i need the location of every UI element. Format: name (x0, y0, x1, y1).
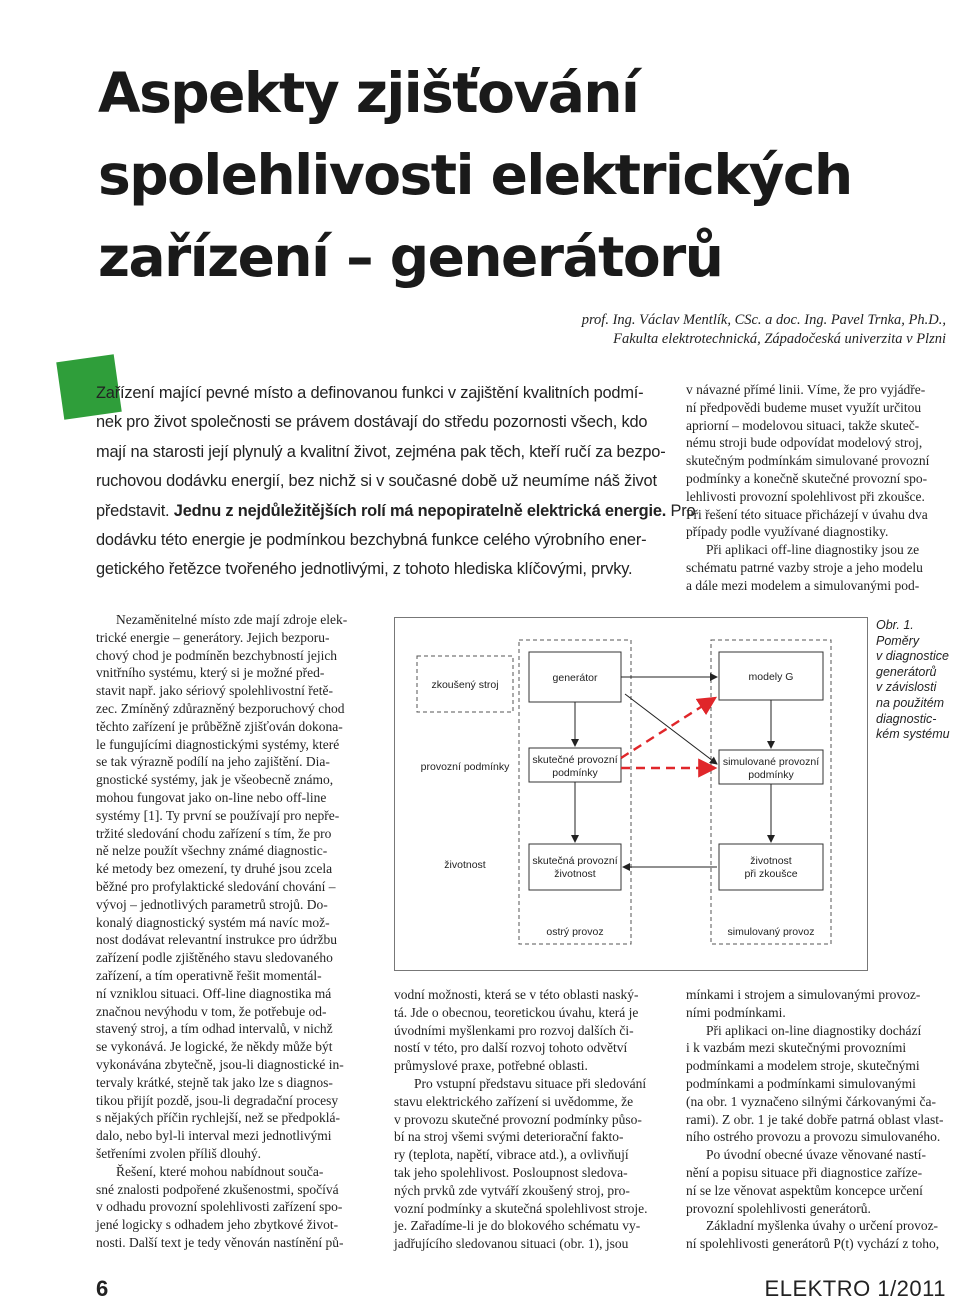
label-skutecna-zivotnost-2: životnost (554, 868, 596, 880)
text-line: ní spolehlivosti generátorů P(t) vychází z toho, (686, 1236, 940, 1252)
diagram-svg (395, 618, 867, 970)
text-line: Pro vstupní představu situace při sledování (414, 1075, 647, 1091)
text-line: podmínky a konečně skutečné provozní spo- (686, 470, 928, 486)
text-line: v odhadu provozní spolehlivosti zařízení spo- (96, 1199, 343, 1215)
text-line: s nějakých příčin rychlejší, než se předpoklá- (96, 1110, 341, 1126)
text-line: vodní možnosti, která se v této oblasti naský- (394, 987, 639, 1002)
caption-line: Obr. 1. (876, 618, 914, 632)
text-line: Řešení, které mohou nabídnout souča- (116, 1163, 324, 1179)
label-zivotnost-pri-zkousce-1: životnost (750, 855, 792, 867)
text-line: se vykonává. Je logické, že někdy může být (96, 1039, 333, 1055)
label-simulovane-podminky-2: podmínky (748, 769, 794, 781)
text-line: je. Zařadíme-li je do blokového schématu vy- (394, 1218, 641, 1234)
text-line: šetřeními zvolen příliš dlouhý. (96, 1145, 261, 1161)
text-line: i k vazbám mezi skutečnými provozními (686, 1040, 907, 1056)
text-line: lehlivosti provozní spolehlivost při zkoušce. (686, 488, 925, 504)
caption-line: v závislosti (876, 680, 937, 695)
label-skutecna-zivotnost-1: skutečná provozní (532, 855, 618, 867)
text-line: Při řešení této situace přicházejí v úvahu dva (686, 506, 928, 522)
text-line: běžné pro profylaktické sledování chování – (96, 878, 336, 894)
caption-line: v diagnostice (876, 649, 949, 664)
box-zivotnost-pri-zkousce (719, 844, 823, 890)
text-line: apriorní – modelovou situaci, takže skuteč- (686, 417, 920, 433)
text-line: vykonávána zbytečně, jsou-li diagnostické in- (96, 1056, 344, 1072)
label-simulovane-podminky-1: simulované provozní (722, 756, 820, 768)
text-line: rami). Z obr. 1 je také dobře patrná oblast vlast- (686, 1111, 944, 1127)
text-line: úvodními myšlenkami pro rozvoj dalších či- (394, 1022, 634, 1038)
label-ostry-provoz: ostrý provoz (546, 926, 604, 938)
abstract-text: Pro (666, 501, 696, 520)
label-zivotnost-pri-zkousce-2: při zkoušce (744, 868, 798, 880)
text-line: podmínkami a podmínkami simulovanými (686, 1075, 916, 1091)
text-line: Nezaměnitelné místo zde mají zdroje elek- (116, 612, 348, 627)
title-line-3: zařízení – generátorů (98, 225, 723, 289)
text-line: tervaly krátké, stejně tak jako lze s diagnos- (96, 1074, 333, 1090)
text-line: mohou fungovat jako on-line nebo off-line (96, 789, 327, 805)
body-column-right-top (686, 381, 954, 595)
label-simulovany-provoz: simulovaný provoz (727, 926, 815, 938)
text-line: Základní myšlenka úvahy o určení provoz- (706, 1218, 939, 1234)
abstract-line: dodávku této energie je podmínkou bezchybná funkce celého výrobního ener- (96, 531, 647, 550)
text-line: těchto zařízení je průběžně zjišťován dokona- (96, 718, 343, 734)
text-line: tak jeho spolehlivost. Posloupnost sledova- (394, 1164, 628, 1180)
caption-line: Poměry (876, 633, 920, 648)
authors-affiliation: Fakulta elektrotechnická, Západočeská univerzita v Plzni (613, 331, 946, 347)
abstract-line: nek pro život společnosti se právem dostávají do středu pozornosti všech, kdo (96, 413, 648, 432)
text-line: případy podle využívané diagnostiky. (686, 524, 889, 540)
text-line: nému stroji bude odpovídat modelový stroj, (686, 435, 923, 451)
text-line: ných prvků zde vytváří zkoušený stroj, pro- (394, 1182, 630, 1198)
text-line: ry (teplota, napětí, vibrace atd.), a ovlivňují (394, 1147, 629, 1163)
dashed-arrow-real-conditions-to-models (621, 698, 715, 758)
text-line: nosti. Další text je tedy věnován nastínění pů- (96, 1234, 344, 1250)
text-line: mínkami i strojem a simulovanými provoz- (686, 987, 921, 1002)
caption-line: na použitém (876, 695, 945, 710)
text-line: sné znalosti podpořené zkušenostmi, spočívá (96, 1181, 339, 1197)
authors-names: prof. Ing. Václav Mentlík, CSc. a doc. Ing. Pavel Trnka, Ph.D., (581, 312, 946, 328)
journal-issue: ELEKTRO 1/2011 (764, 1276, 946, 1301)
abstract-emphasis: Jednu z nejdůležitějších rolí má nepopiratelně elektrická energie. (173, 501, 667, 520)
label-skutecne-podminky-1: skutečné provozní (532, 754, 618, 766)
text-line: gnostické systémy, jak je všeobecně známo, (96, 772, 334, 788)
text-line: Při aplikaci off-line diagnostiky jsou ze (706, 542, 920, 558)
text-line: vnitřního systému, který si je možné před- (96, 665, 325, 681)
title-line-1: Aspekty zjišťování (98, 61, 639, 125)
text-line: schématu patrné vazby stroje a jeho modelu (686, 559, 923, 575)
text-line: v návazné přímé linii. Víme, že pro vyjádře- (686, 382, 926, 397)
body-column-right-bottom (686, 986, 954, 1253)
body-column-left (96, 611, 366, 1252)
label-skutecne-podminky-2: podmínky (552, 767, 598, 779)
text-line: průmyslové praxe, potřebné oblasti. (394, 1058, 588, 1074)
article-title (98, 52, 938, 298)
text-line: ností v této, pro další rozvoj tohoto odvětví (394, 1040, 628, 1056)
text-line: a dále mezi modelem a simulovanými pod- (686, 577, 920, 593)
text-line: ně nelze použít všechny známé diagnostic- (96, 843, 328, 859)
page-number: 6 (96, 1276, 109, 1301)
authors-block (582, 311, 946, 349)
figure-block-diagram (394, 617, 868, 971)
text-line: ní se lze věnovat aspektům koncepce určení (686, 1182, 923, 1198)
abstract-text: představit. (96, 501, 174, 520)
text-line: provozní spolehlivosti generátorů. (686, 1200, 871, 1216)
text-line: Při aplikaci on-line diagnostiky dochází (706, 1022, 922, 1038)
abstract-line (96, 497, 696, 526)
text-line: tržité sledování chodu zařízení s tím, že pro (96, 825, 332, 841)
label-provozni-podminky: provozní podmínky (420, 761, 510, 773)
text-line: se tak výrazně podílí na jeho zajištění. Dia- (96, 754, 330, 770)
text-line: zec. Zmíněný zdůrazněný bezporuchový chod (96, 700, 345, 716)
text-line: zařízení podle zjištěného stavu sledovaného (96, 950, 333, 966)
text-line: le fungujícími diagnostickými systémy, které (96, 736, 340, 752)
abstract-line: getického řetězce tvořeného jednotlivými, z tohoto hlediska klíčovými, prvky. (96, 560, 633, 579)
text-line: chový chod je podmíněn bezchybností jejich (96, 647, 338, 663)
text-line: jené logicky s odhadem jeho zbytkové život- (96, 1217, 339, 1233)
text-line: konalý diagnostický systém má navíc mož- (96, 914, 330, 930)
label-modely-g: modely G (748, 671, 794, 683)
text-line: vývoj – jednotlivých parametrů strojů. Do- (96, 896, 328, 912)
abstract-line: mají na starosti její plynulý a kvalitní život, zejména pak těch, kteří ručí za bezpo- (96, 442, 666, 461)
text-line: ní vzniklou situaci. Off-line diagnostika má (96, 985, 332, 1001)
body-column-middle (394, 986, 664, 1253)
text-line: tá. Jde o obecnou, teoretickou úvahu, která je (394, 1004, 639, 1020)
text-line: bí na stroj všemi svými deteriorační fakto- (394, 1129, 624, 1145)
caption-line: generátorů (876, 664, 937, 679)
text-line: skutečným podmínkám simulované provozní (686, 453, 930, 469)
text-line: Po úvodní obecné úvaze věnované nastí- (706, 1147, 927, 1163)
abstract (96, 379, 696, 585)
text-line: značnou nevýhodu v tom, že potřebuje od- (96, 1003, 327, 1019)
box-skutecna-zivotnost (529, 844, 621, 890)
title-line-2: spolehlivosti elektrických (98, 143, 852, 207)
text-line: ními podmínkami. (686, 1004, 786, 1020)
text-line: podmínkami a modelem stroje, skutečnými (686, 1058, 920, 1074)
figure-caption (876, 618, 960, 743)
label-zivotnost: životnost (444, 859, 486, 871)
caption-line: kém systému (876, 727, 950, 742)
text-line: ké metody bez omezení, ty druhé jsou zcela (96, 861, 333, 877)
text-line: nost dodávat relevantní instrukce pro údržbu (96, 932, 338, 948)
text-line: stavit např. jako sériový spolehlivostní řetě- (96, 683, 333, 699)
text-line: ního ostrého provozu a provozu simulovaného. (686, 1129, 941, 1145)
label-generator: generátor (552, 672, 598, 684)
text-line: v provozu skutečné provozní podmínky půso- (394, 1111, 642, 1127)
text-line: systémy [1]. Ty první se používají pro nepře- (96, 807, 340, 823)
text-line: dalo, nebo byl-li interval mezi jednotlivými (96, 1128, 332, 1144)
abstract-line: ruchovou dodávku energií, bez nichž si v současné době už neumíme náš život (96, 472, 657, 491)
text-line: tikou přijít pozdě, jsou-li degradační procesy (96, 1092, 339, 1108)
text-line: zařízení, a tím operativně řešit momentál- (96, 967, 322, 983)
text-line: (na obr. 1 vyznačeno silnými čárkovanými ča- (686, 1093, 937, 1109)
caption-line: diagnostic- (876, 711, 937, 726)
text-line: stavený stroj, a tím odhad intervalů, v nichž (96, 1021, 333, 1037)
abstract-line: Zařízení mající pevné místo a definovanou funkci v zajištění kvalitních podmí- (96, 384, 644, 402)
text-line: stavu elektrického zařízení si uvědomme, že (394, 1093, 634, 1109)
label-zkouseny-stroj: zkoušený stroj (431, 679, 499, 691)
text-line: jadřujícího sledovanou situaci (obr. 1), jsou (394, 1236, 629, 1252)
text-line: trické energie – generátory. Jejich bezporu- (96, 629, 330, 645)
text-line: ní předpovědi budeme muset využít určitou (686, 399, 922, 415)
text-line: nění a popisu situace při diagnostice zaříze- (686, 1164, 923, 1180)
text-line: vozní podmínky a skutečná spolehlivost stroje. (394, 1200, 648, 1216)
